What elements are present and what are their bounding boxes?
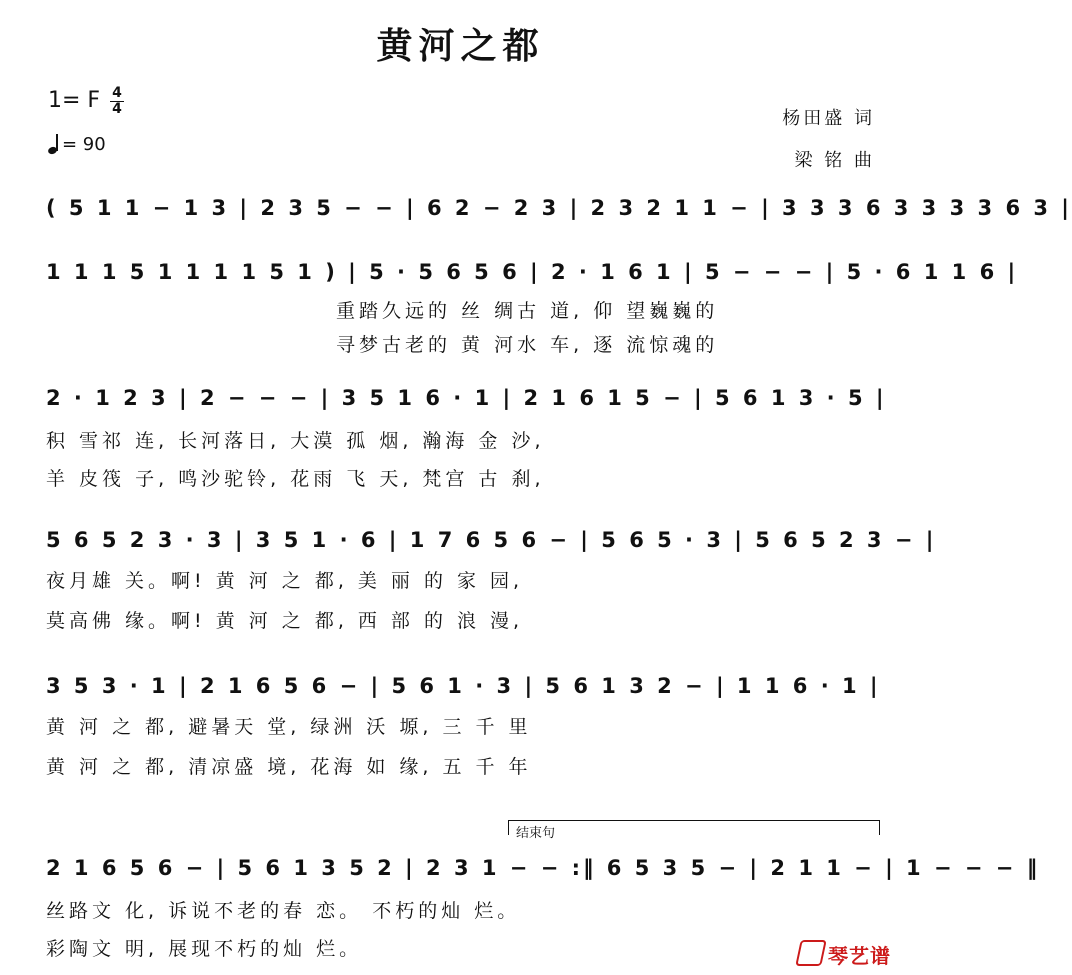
notation-row-5: 3 5 3 · 1 | 2 1 6 5 6 − | 5 6 1 · 3 | 5 6 1 3 2 − | 1 1 6 · 1 | [46,674,881,698]
lyric-row-6-verse-2: 彩陶文 明, 展现不朽的灿 烂。 [46,938,363,960]
song-title: 黄河之都 [376,25,545,67]
lyric-row-5-verse-1: 黄 河 之 都, 避暑天 堂, 绿洲 沃 塬, 三 千 里 [46,716,532,738]
time-signature-bottom: 4 [112,101,122,117]
key-signature: 1= F [48,88,101,113]
watermark-logo [798,938,906,966]
lyric-row-5-verse-2: 黄 河 之 都, 清凉盛 境, 花海 如 缘, 五 千 年 [46,756,532,778]
notation-row-4: 5 6 5 2 3 · 3 | 3 5 1 · 6 | 1 7 6 5 6 − | 5 6 5 · 3 | 5 6 5 2 3 − | [46,528,937,552]
lyricist-credit: 杨田盛 词 [782,108,875,129]
time-signature-top: 4 [112,85,122,101]
notation-row-1: ( 5 1 1 − 1 3 | 2 3 5 − − | 6 2 − 2 3 | 2 3 2 1 1 − | 3 3 3 6 3 3 3 3 6 3 | [46,196,1072,220]
composer-credit: 梁 铭 曲 [794,150,875,171]
lyric-row-2-verse-2: 寻梦古老的 黄 河水 车, 逐 流惊魂的 [336,334,719,356]
lyric-row-2-verse-1: 重踏久远的 丝 绸古 道, 仰 望巍巍的 [336,300,719,322]
ending-label: 结束句 [516,826,556,841]
lyric-row-3-verse-2: 羊 皮筏 子, 鸣沙驼铃, 花雨 飞 天, 梵宫 古 刹, [46,468,545,490]
watermark-text: 琴艺谱 [828,944,891,968]
lyric-row-4-verse-2: 莫高佛 缘。啊! 黄 河 之 都, 西 部 的 浪 漫, [46,610,524,632]
lyric-row-4-verse-1: 夜月雄 关。啊! 黄 河 之 都, 美 丽 的 家 园, [46,570,524,592]
time-signature [108,86,126,117]
quarter-note-icon [48,134,62,154]
tempo-value: = 90 [62,134,106,155]
lyric-row-6-verse-1: 丝路文 化, 诉说不老的春 恋。 不朽的灿 烂。 [46,900,521,922]
ending-bracket [508,820,880,835]
watermark-icon [795,940,827,966]
notation-row-6: 2 1 6 5 6 − | 5 6 1 3 5 2 | 2 3 1 − − :‖ 6 5 3 5 − | 2 1 1 − | 1 − − − ‖ [46,856,1041,880]
lyric-row-3-verse-1: 积 雪祁 连, 长河落日, 大漠 孤 烟, 瀚海 金 沙, [46,430,545,452]
tempo-marking [48,134,106,155]
notation-row-2: 1 1 1 5 1 1 1 1 5 1 ) | 5 · 5 6 5 6 | 2 · 1 6 1 | 5 − − − | 5 · 6 1 1 6 | [46,260,1019,284]
notation-row-3: 2 · 1 2 3 | 2 − − − | 3 5 1 6 · 1 | 2 1 6 1 5 − | 5 6 1 3 · 5 | [46,386,887,410]
